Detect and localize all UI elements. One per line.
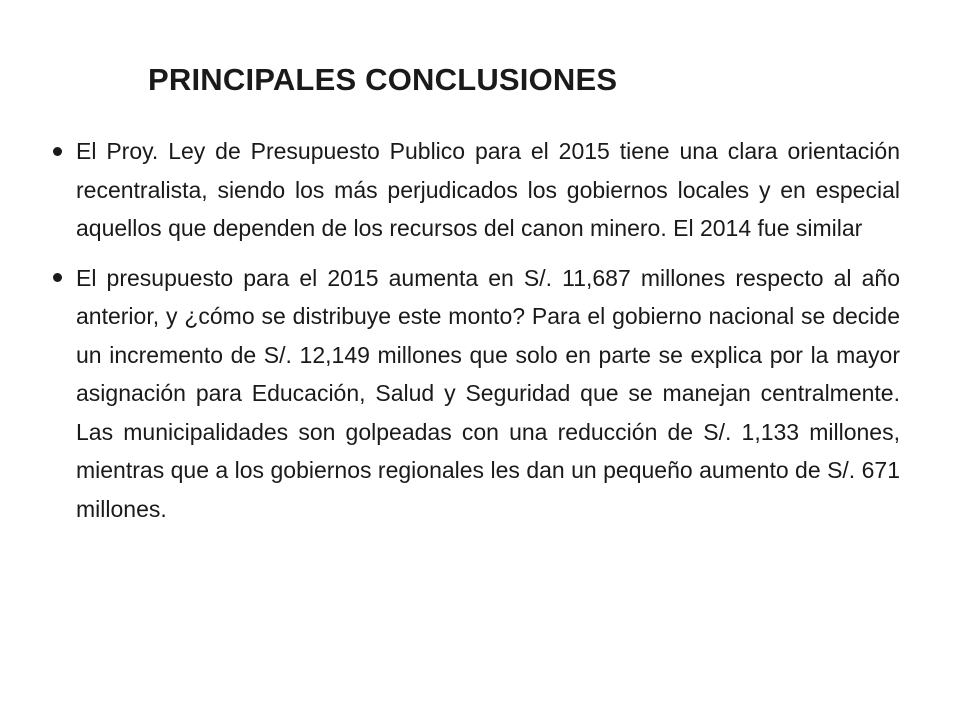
list-item [40,132,900,248]
conclusions-list [40,132,900,539]
bullet-dot-icon [50,132,64,171]
bullet-text: El Proy. Ley de Presupuesto Publico para el 2015 tiene una clara orientación recentralista, siendo los más perjudicados los gobiernos locales y en especial aquellos que dependen de los recursos del canon minero. El 2014 fue similar [76,138,900,241]
list-item [40,259,900,529]
bullet-dot-icon [50,259,64,298]
bullet-text: El presupuesto para el 2015 aumenta en S/. 11,687 millones respecto al año anterior, y ¿cómo se distribuye este monto? Para el gobierno nacional se decide un incremento de S/. 12,149 millones que solo en parte se explica por la mayor asignación para Educación, Salud y Seguridad que se manejan centralmente. Las municipalidades son golpeadas con una reducción de S/. 1,133 millones, mientras que a los gobiernos regionales les dan un pequeño aumento de S/. 671 millones. [76,264,900,522]
slide-title: PRINCIPALES CONCLUSIONES [148,62,618,97]
